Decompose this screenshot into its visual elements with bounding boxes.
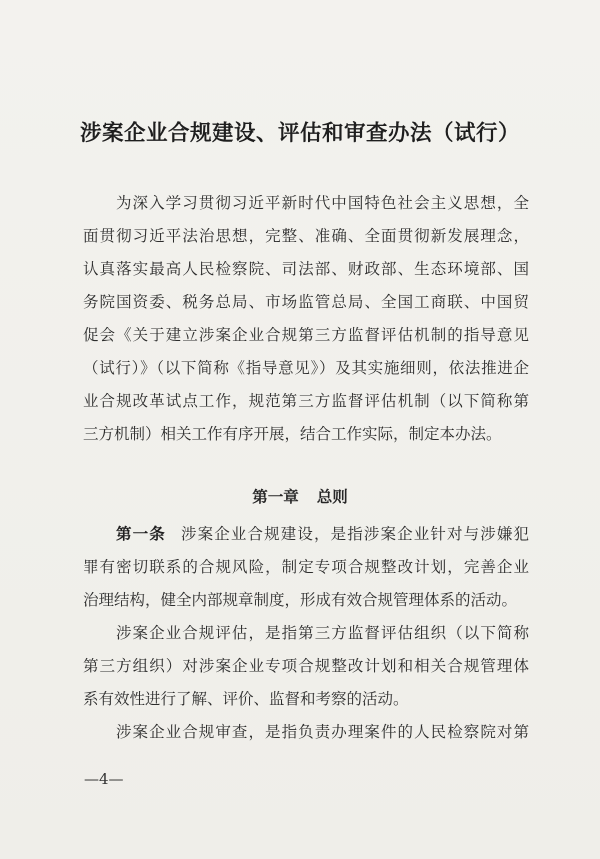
chapter-title: 总则 (316, 487, 348, 506)
preamble-line: 业合规改革试点工作，规范第三方监督评估机制（以下简称第 (83, 392, 529, 410)
document-title: 涉案企业合规建设、评估和审查办法（试行） (79, 121, 520, 146)
preamble-line: 三方机制）相关工作有序开展，结合工作实际，制定本办法。 (83, 425, 502, 443)
preamble-line: 为深入学习贯彻习近平新时代中国特色社会主义思想，全 (116, 194, 529, 212)
article-1-label: 第一条 (116, 524, 166, 543)
preamble-line: 面贯彻习近平法治思想，完整、准确、全面贯彻新发展理念， (83, 227, 529, 245)
chapter-heading (0, 485, 600, 507)
preamble-line: 促会《关于建立涉案企业合规第三方监督评估机制的指导意见 (83, 326, 529, 344)
chapter-number: 第一章 (252, 487, 299, 506)
para-3-line: 涉案企业合规审查，是指负责办理案件的人民检察院对第 (116, 723, 529, 741)
preamble-line: 认真落实最高人民检察院、司法部、财政部、生态环境部、国 (83, 260, 529, 278)
para-2-line: 涉案企业合规评估，是指第三方监督评估组织（以下简称 (116, 624, 529, 642)
article-1-line: 治理结构，健全内部规章制度，形成有效合规管理体系的活动。 (83, 591, 518, 609)
preamble-line: 务院国资委、税务总局、市场监管总局、全国工商联、中国贸 (83, 293, 529, 311)
para-2-line: 系有效性进行了解、评价、监督和考察的活动。 (83, 690, 409, 708)
article-1-first-line (116, 524, 529, 544)
preamble-line: （试行）》（以下简称《指导意见》）及其实施细则，依法推进企 (83, 359, 529, 377)
page-number: —4— (84, 770, 124, 788)
article-1-line: 罪有密切联系的合规风险，制定专项合规整改计划，完善企业 (83, 558, 529, 576)
para-2-line: 第三方组织）对涉案企业专项合规整改计划和相关合规管理体 (83, 657, 529, 675)
article-1-text: 涉案企业合规建设，是指涉案企业针对与涉嫌犯 (179, 525, 529, 543)
